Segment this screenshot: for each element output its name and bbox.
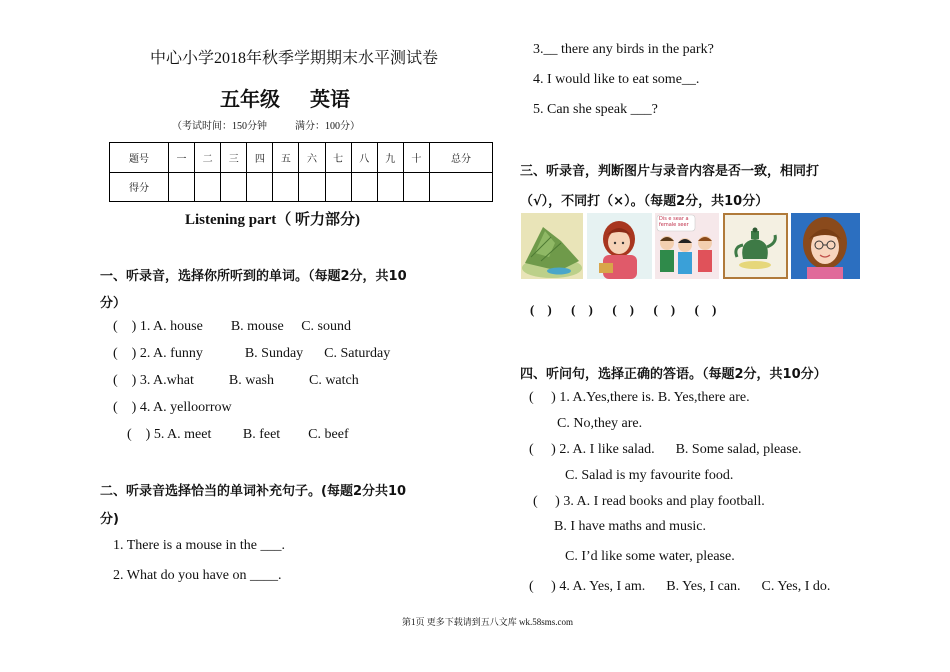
grade-label: 五年级 — [220, 87, 280, 111]
score-table-score-row — [110, 172, 493, 202]
speech-bubble-text: Dis e sear a female seer — [659, 216, 689, 228]
question-item: ( ) 3. A. I read books and play football. — [533, 494, 765, 509]
question-item: C. No,they are. — [557, 416, 643, 431]
question-item: ( ) 2. A. funny B. Sunday C. Saturday — [113, 346, 391, 361]
table-cell: 六 — [299, 143, 325, 173]
exam-info — [172, 117, 360, 132]
page-footer: 第1页 更多下载请到五八文库 wk.58sms.com — [402, 617, 574, 627]
score-cell[interactable] — [247, 172, 273, 202]
table-cell: 十 — [403, 143, 429, 173]
question-item: 3.__ there any birds in the park? — [533, 42, 714, 57]
score-cell[interactable] — [221, 172, 247, 202]
question-item: ( ) 1. A. house B. mouse C. sound — [113, 319, 351, 334]
question-item: C. I’d like some water, please. — [565, 549, 735, 564]
score-cell[interactable] — [299, 172, 325, 202]
table-cell: 三 — [221, 143, 247, 173]
grade-subject — [220, 83, 350, 112]
picture-children — [655, 213, 719, 279]
table-cell: 得分 — [110, 172, 169, 202]
exam-full-score: 满分：100分） — [295, 121, 360, 132]
table-cell: 九 — [377, 143, 403, 173]
section2-title: 二、听录音选择恰当的单词补充句子。(每题2分共10 — [100, 484, 407, 499]
question-item: C. Salad is my favourite food. — [565, 468, 734, 483]
table-cell: 一 — [169, 143, 195, 173]
score-cell[interactable] — [403, 172, 429, 202]
table-cell: 题号 — [110, 143, 169, 173]
table-cell: 七 — [325, 143, 351, 173]
picture-hills — [521, 213, 583, 279]
question-item: ( ) 4. A. yelloorrow — [113, 400, 232, 415]
question-item: 1. There is a mouse in the ___. — [113, 538, 285, 553]
question-item: 5. Can she speak ___? — [533, 102, 658, 117]
question-item: 4. I would like to eat some__. — [533, 72, 700, 87]
question-item: ( ) 3. A.what B. wash C. watch — [113, 373, 359, 388]
score-cell[interactable] — [351, 172, 377, 202]
score-cell[interactable] — [325, 172, 351, 202]
question-item: ( ) 1. A.Yes,there is. B. Yes,there are. — [529, 390, 750, 405]
table-cell: 总分 — [430, 143, 493, 173]
woman-illustration — [791, 213, 860, 279]
score-table — [109, 142, 493, 202]
picture-girl — [587, 213, 652, 279]
score-cell[interactable] — [195, 172, 221, 202]
question-item: ( ) 5. A. meet B. feet C. beef — [127, 427, 349, 442]
teapot-illustration — [725, 215, 786, 277]
table-cell: 四 — [247, 143, 273, 173]
girl-illustration — [587, 213, 652, 279]
listening-part-title: Listening part（ 听力部分) — [185, 212, 361, 228]
question-item: 2. What do you have on ____. — [113, 568, 282, 583]
question-item: ( ) 2. A. I like salad. B. Some salad, please. — [529, 442, 802, 457]
score-cell[interactable] — [377, 172, 403, 202]
table-cell: 二 — [195, 143, 221, 173]
question-item: ( ) 4. A. Yes, I am. B. Yes, I can. C. Yes, I do. — [529, 579, 831, 594]
subject-label: 英语 — [310, 87, 350, 111]
table-cell: 五 — [273, 143, 299, 173]
picture-teapot — [723, 213, 788, 279]
picture-woman — [791, 213, 860, 279]
score-cell[interactable] — [273, 172, 299, 202]
score-table-header-row — [110, 143, 493, 173]
section4-title: 四、听问句，选择正确的答语。（每题2分，共10分） — [520, 367, 827, 382]
section3-title-cont: （√），不同打（×）。（每题2分，共10分） — [520, 194, 769, 209]
section3-title: 三、听录音，判断图片与录音内容是否一致，相同打 — [520, 164, 820, 179]
score-cell[interactable] — [169, 172, 195, 202]
exam-title: 中心小学2018年秋季学期期末水平测试卷 — [150, 50, 439, 67]
section1-title: 一、听录音，选择你所听到的单词。（每题2分，共10 — [100, 269, 407, 284]
score-cell[interactable] — [430, 172, 493, 202]
table-cell: 八 — [351, 143, 377, 173]
exam-time: （考试时间：150分钟 — [172, 121, 267, 132]
hills-illustration — [521, 213, 583, 279]
question-item: B. I have maths and music. — [554, 519, 707, 534]
section2-title-cont: 分) — [100, 512, 119, 527]
section1-title-cont: 分） — [100, 296, 127, 311]
answer-parens[interactable]: ( ) ( ) ( ) ( ) ( ) — [530, 302, 717, 317]
